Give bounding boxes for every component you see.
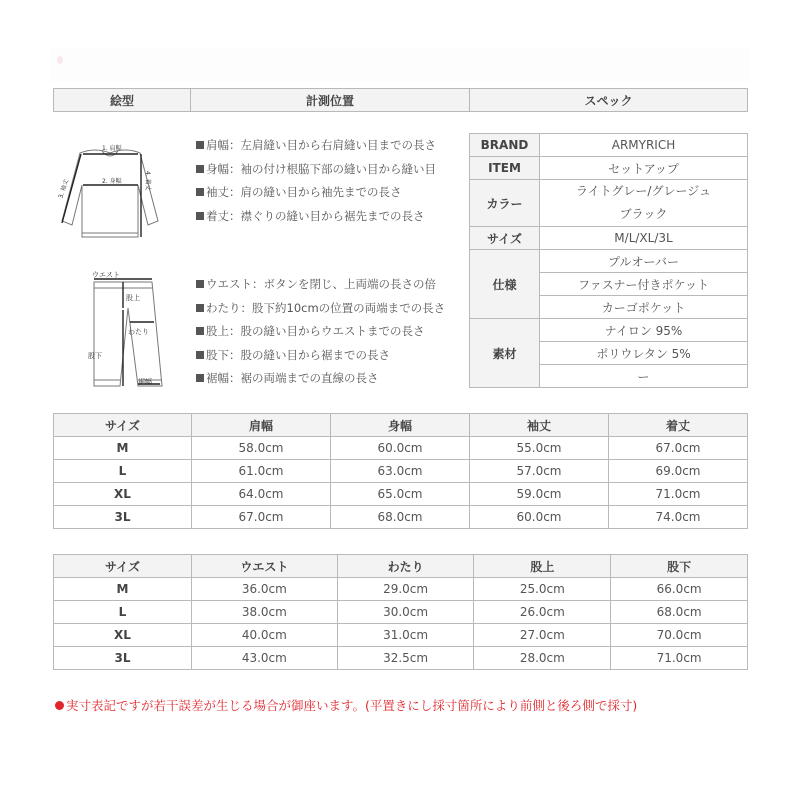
- table-row: [54, 601, 748, 624]
- measure-cell: 28.0cm: [474, 647, 611, 670]
- desc-item: 肩幅：左肩縫い目から右肩縫い目までの長さ: [196, 134, 436, 158]
- bottom-size-table: [53, 554, 748, 670]
- column-header: 袖丈: [470, 414, 609, 437]
- square-bullet-icon: [196, 188, 204, 196]
- spec-value: ナイロン 95%: [540, 319, 748, 342]
- size-cell: L: [54, 601, 192, 624]
- measure-cell: 58.0cm: [192, 437, 331, 460]
- square-bullet-icon: [196, 327, 204, 335]
- size-cell: 3L: [54, 506, 192, 529]
- spec-row-brand: [470, 134, 748, 157]
- measure-cell: 67.0cm: [609, 437, 748, 460]
- desc-item: 裾幅：裾の両端までの直線の長さ: [196, 367, 445, 391]
- column-header: 股上: [474, 555, 611, 578]
- square-bullet-icon: [196, 374, 204, 382]
- measure-cell: 60.0cm: [331, 437, 470, 460]
- label-chest: 2. 身幅: [102, 178, 122, 185]
- measure-cell: 65.0cm: [331, 483, 470, 506]
- measure-cell: 32.5cm: [337, 647, 474, 670]
- square-bullet-icon: [196, 280, 204, 288]
- column-header: 身幅: [331, 414, 470, 437]
- header-spec: スペック: [584, 93, 633, 108]
- spec-value: ライトグレー/グレージュ ブラック: [540, 180, 748, 227]
- measure-cell: 31.0cm: [337, 624, 474, 647]
- section-header: [53, 88, 748, 112]
- desc-item: わたり：股下約10cmの位置の両端までの長さ: [196, 297, 445, 321]
- desc-item: 着丈：襟ぐりの縫い目から裾先までの長さ: [196, 205, 436, 229]
- size-cell: M: [54, 437, 192, 460]
- table-header-row: [54, 414, 748, 437]
- measure-cell: 70.0cm: [611, 624, 748, 647]
- top-garment-illustration: [50, 133, 175, 243]
- desc-item: 袖丈：肩の縫い目から袖先までの長さ: [196, 181, 436, 205]
- label-sleeve: 3. 袖丈: [57, 178, 71, 200]
- table-row: [54, 460, 748, 483]
- spec-table: [469, 133, 748, 388]
- measure-cell: 66.0cm: [611, 578, 748, 601]
- column-header: 股下: [611, 555, 748, 578]
- top-size-table: [53, 413, 748, 529]
- size-cell: M: [54, 578, 192, 601]
- table-header-row: [54, 555, 748, 578]
- measure-cell: 27.0cm: [474, 624, 611, 647]
- spec-label: サイズ: [470, 227, 540, 250]
- pants-illustration: [72, 268, 182, 390]
- spec-value: M/L/XL/3L: [540, 227, 748, 250]
- spec-label: 素材: [470, 319, 540, 388]
- measure-cell: 68.0cm: [611, 601, 748, 624]
- measure-cell: 38.0cm: [192, 601, 338, 624]
- measure-cell: 67.0cm: [192, 506, 331, 529]
- measure-cell: 59.0cm: [470, 483, 609, 506]
- spec-row-color: [470, 180, 748, 227]
- measure-cell: 68.0cm: [331, 506, 470, 529]
- shirt-diagram-icon: [50, 133, 175, 243]
- label-inseam: 股下: [88, 352, 102, 360]
- size-cell: XL: [54, 624, 192, 647]
- size-cell: XL: [54, 483, 192, 506]
- label-shoulder: 1. 肩幅: [102, 145, 122, 152]
- header-measurement-position: 計測位置: [191, 89, 470, 111]
- square-bullet-icon: [196, 304, 204, 312]
- square-bullet-icon: [196, 212, 204, 220]
- spec-row-item: [470, 157, 748, 180]
- measure-cell: 40.0cm: [192, 624, 338, 647]
- bottom-measurement-descriptions: [196, 273, 445, 391]
- spec-value: セットアップ: [540, 157, 748, 180]
- table-row: [54, 506, 748, 529]
- measure-cell: 64.0cm: [192, 483, 331, 506]
- pants-diagram-icon: [72, 268, 182, 390]
- table-row: [54, 483, 748, 506]
- table-row: [54, 624, 748, 647]
- label-thigh: わたり: [128, 328, 149, 336]
- top-measurement-descriptions: [196, 134, 436, 228]
- measure-cell: 57.0cm: [470, 460, 609, 483]
- measure-cell: 74.0cm: [609, 506, 748, 529]
- measure-cell: 60.0cm: [470, 506, 609, 529]
- label-length: 4. 着丈: [144, 171, 151, 191]
- measurement-disclaimer: 実寸表記ですが若干誤差が生じる場合が御座います。(平置きにし採寸箇所により前側と後ろ側で採寸): [55, 696, 637, 714]
- faded-mark: [57, 56, 63, 64]
- measure-cell: 25.0cm: [474, 578, 611, 601]
- desc-item: 股下：股の縫い目から裾までの長さ: [196, 344, 445, 368]
- square-bullet-icon: [196, 141, 204, 149]
- measure-cell: 26.0cm: [474, 601, 611, 624]
- spec-label: カラー: [470, 180, 540, 227]
- column-header: 肩幅: [192, 414, 331, 437]
- desc-item: 股上：股の縫い目からウエストまでの長さ: [196, 320, 445, 344]
- table-row: [54, 437, 748, 460]
- spec-row-size: [470, 227, 748, 250]
- spec-value: ー: [540, 365, 748, 388]
- spec-value: ファスナー付きポケット: [540, 273, 748, 296]
- square-bullet-icon: [196, 351, 204, 359]
- desc-item: ウエスト：ボタンを閉じ、上両端の長さの倍: [196, 273, 445, 297]
- size-cell: L: [54, 460, 192, 483]
- spec-row-feature: [470, 250, 748, 273]
- spec-value: カーゴポケット: [540, 296, 748, 319]
- measure-cell: 29.0cm: [337, 578, 474, 601]
- column-header: サイズ: [54, 555, 192, 578]
- spec-value: ポリウレタン 5%: [540, 342, 748, 365]
- spec-value: ARMYRICH: [540, 134, 748, 157]
- label-hem: 裾幅: [138, 378, 152, 386]
- measure-cell: 61.0cm: [192, 460, 331, 483]
- header-illustration: 絵型: [54, 89, 191, 111]
- column-header: サイズ: [54, 414, 192, 437]
- measure-cell: 69.0cm: [609, 460, 748, 483]
- square-bullet-icon: [196, 165, 204, 173]
- measure-cell: 71.0cm: [609, 483, 748, 506]
- desc-item: 身幅：袖の付け根脇下部の縫い目から縫い目: [196, 158, 436, 182]
- measure-cell: 71.0cm: [611, 647, 748, 670]
- column-header: 着丈: [609, 414, 748, 437]
- measure-cell: 55.0cm: [470, 437, 609, 460]
- spec-label: ITEM: [470, 157, 540, 180]
- table-row: [54, 647, 748, 670]
- spec-label: 仕様: [470, 250, 540, 319]
- measure-cell: 63.0cm: [331, 460, 470, 483]
- faded-banner: [50, 48, 750, 82]
- table-row: [54, 578, 748, 601]
- label-rise: 股上: [126, 294, 140, 302]
- column-header: ウエスト: [192, 555, 338, 578]
- measure-cell: 36.0cm: [192, 578, 338, 601]
- spec-label: BRAND: [470, 134, 540, 157]
- column-header: わたり: [337, 555, 474, 578]
- spec-value: プルオーバー: [540, 250, 748, 273]
- label-waist: ウエスト: [92, 271, 120, 279]
- spec-row-material: [470, 319, 748, 342]
- size-cell: 3L: [54, 647, 192, 670]
- red-dot-icon: [55, 701, 64, 710]
- measure-cell: 43.0cm: [192, 647, 338, 670]
- measure-cell: 30.0cm: [337, 601, 474, 624]
